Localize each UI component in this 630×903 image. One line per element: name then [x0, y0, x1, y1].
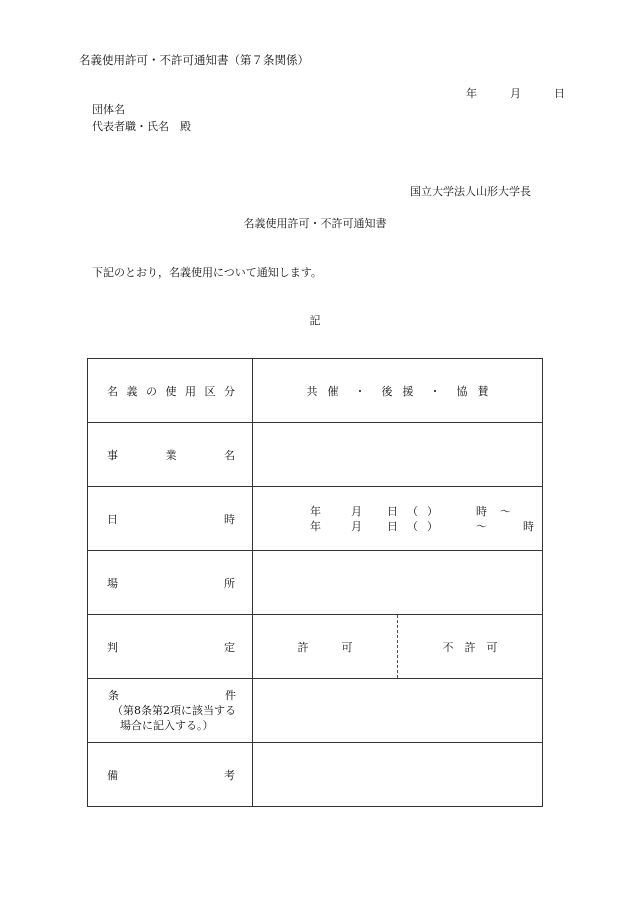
- project-value-cell: [253, 423, 543, 487]
- usage-label-char: 名: [107, 384, 118, 398]
- usage-option-char: ・: [429, 384, 441, 398]
- datetime-row-end: [253, 519, 542, 534]
- datetime-value-cell: [253, 487, 543, 551]
- usage-label: [88, 383, 252, 399]
- usage-option-char: ・: [354, 384, 366, 398]
- project-label-char: 業: [165, 448, 177, 462]
- date-line: [466, 85, 565, 101]
- dt-hour: 時: [476, 504, 487, 518]
- form-title: 名義使用許可・不許可通知書（第７条関係）: [79, 53, 309, 67]
- conditions-label: [88, 688, 252, 733]
- dt-paren-close: ）: [427, 504, 438, 518]
- usage-label-char: の: [146, 384, 157, 398]
- dt-paren-open: （: [407, 519, 418, 533]
- dt-month: 月: [351, 504, 362, 518]
- conditions-label-cell: [88, 679, 253, 743]
- datetime-label-cell: [88, 487, 253, 551]
- usage-option-char: 共: [306, 384, 318, 398]
- usage-label-cell: [88, 359, 253, 423]
- judgment-permit[interactable]: [253, 615, 398, 678]
- place-value-cell: [253, 551, 543, 615]
- dt-paren-open: （: [407, 504, 418, 518]
- dt-year: 年: [310, 504, 321, 518]
- usage-label-char: 用: [185, 384, 196, 398]
- table-row-project: [88, 423, 543, 487]
- judgment-label: [88, 639, 252, 655]
- representative-label: 代表者職・氏名 殿: [92, 120, 191, 133]
- dt-month: 月: [351, 519, 362, 533]
- document-title: 名義使用許可・不許可通知書: [243, 217, 387, 230]
- judgment-deny-label: 不 許 可: [442, 640, 498, 654]
- dt-hour: 時: [523, 519, 534, 533]
- dt-tilde: ～: [476, 519, 487, 533]
- remarks-label-char: 備: [107, 768, 118, 782]
- ki-heading: 記: [309, 314, 321, 327]
- table-row-remarks: [88, 743, 543, 807]
- usage-option-char: 協: [456, 384, 468, 398]
- judgment-options: [253, 615, 542, 678]
- conditions-note-1: （第8条第2項に該当する: [112, 704, 236, 717]
- datetime-label-char: 時: [224, 512, 235, 526]
- project-label-cell: [88, 423, 253, 487]
- usage-options-cell: [253, 359, 543, 423]
- date-day: 日: [554, 87, 565, 100]
- judgment-permit-label: 許 可: [297, 640, 353, 654]
- remarks-label-cell: [88, 743, 253, 807]
- table-row-conditions: [88, 679, 543, 743]
- judgment-value-cell: [253, 615, 543, 679]
- usage-option-char: 賛: [477, 384, 489, 398]
- usage-label-char: 義: [126, 384, 138, 398]
- usage-label-char: 区: [204, 384, 216, 398]
- usage-option-char: 催: [327, 384, 339, 398]
- judgment-label-char: 判: [107, 640, 118, 654]
- datetime-label: [88, 511, 252, 527]
- dt-day: 日: [387, 504, 398, 518]
- place-label: [88, 575, 252, 591]
- datetime-label-char: 日: [107, 512, 118, 526]
- judgment-deny[interactable]: [398, 615, 542, 678]
- dt-day: 日: [387, 519, 398, 533]
- table-row-datetime: [88, 487, 543, 551]
- intro-text: 下記のとおり，名義使用について通知します。: [92, 266, 322, 279]
- conditions-value-cell: [253, 679, 543, 743]
- remarks-value-cell: [253, 743, 543, 807]
- place-label-char: 所: [224, 576, 235, 590]
- project-label: [88, 447, 252, 463]
- remarks-label-char: 考: [224, 768, 235, 782]
- date-year: 年: [466, 87, 477, 100]
- dt-paren-close: ）: [427, 519, 438, 533]
- usage-label-char: 使: [165, 384, 177, 398]
- org-name-label: 団体名: [92, 103, 125, 116]
- place-label-cell: [88, 551, 253, 615]
- issuer: 国立大学法人山形大学長: [410, 185, 531, 198]
- project-label-char: 名: [224, 448, 235, 462]
- usage-option-char: 援: [402, 384, 414, 398]
- usage-options: [253, 383, 542, 399]
- conditions-label-char: 条: [108, 689, 119, 702]
- judgment-label-cell: [88, 615, 253, 679]
- place-label-char: 場: [107, 576, 118, 590]
- project-label-char: 事: [107, 448, 118, 462]
- usage-label-char: 分: [224, 384, 235, 398]
- date-month: 月: [510, 87, 521, 100]
- dt-year: 年: [310, 519, 321, 533]
- notice-table: [87, 358, 543, 807]
- table-row-judgment: [88, 615, 543, 679]
- usage-option-char: 後: [381, 384, 393, 398]
- conditions-note-2: 場合に記入する。）: [120, 719, 214, 732]
- conditions-label-char: 件: [225, 689, 236, 702]
- dt-tilde: ～: [500, 504, 511, 518]
- datetime-row-start: [253, 504, 542, 519]
- remarks-label: [88, 767, 252, 783]
- judgment-label-char: 定: [224, 640, 235, 654]
- table-row-usage: [88, 359, 543, 423]
- table-row-place: [88, 551, 543, 615]
